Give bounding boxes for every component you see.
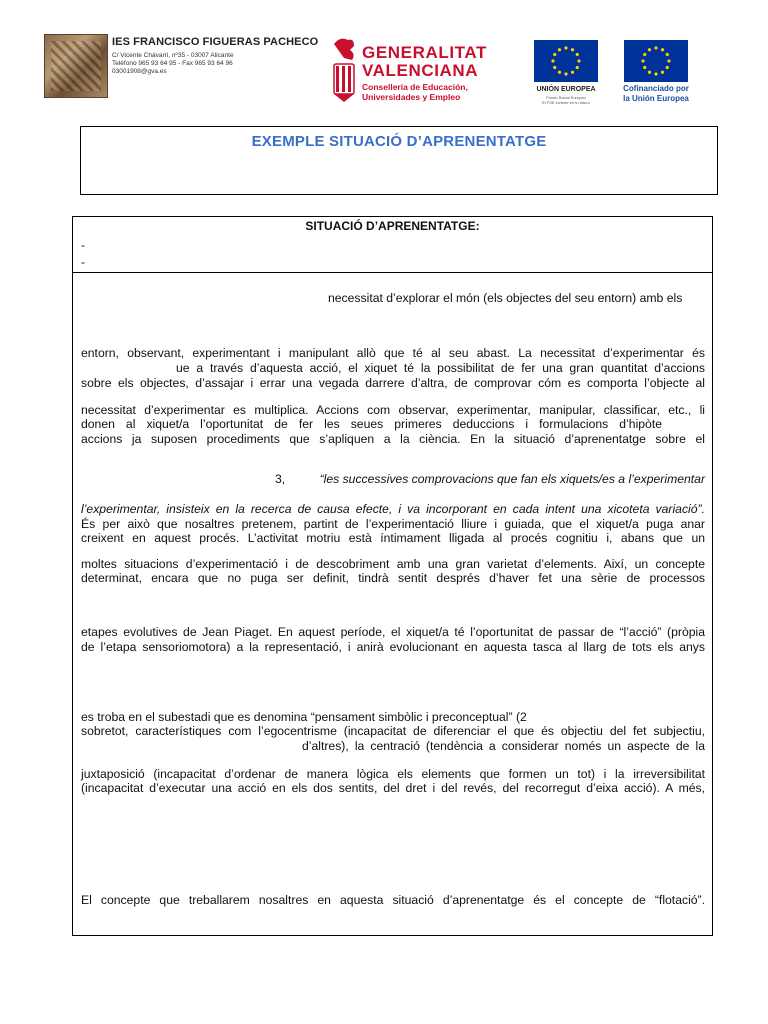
text-line: es troba en el subestadi que es denomina “pensament simbòlic i preconceptual” (2 xyxy=(81,710,527,724)
eu-caption: UNIÓN EUROPEA xyxy=(536,86,596,93)
situation-heading: SITUACIÓ D’APRENENTATGE: xyxy=(305,219,480,233)
conselleria-line2: Universidades y Empleo xyxy=(362,92,461,102)
text-line: sobretot, característiques com l’egocentrisme (incapacitat de diferenciar el que és objectiu del fet subjectiu, xyxy=(81,724,705,738)
text-line: juxtaposició (incapacitat d’ordenar de manera lògica els elements que formen un tot) i la irreversibilitat xyxy=(81,767,705,781)
situation-bullet-1: - xyxy=(81,238,85,252)
text-line: etapes evolutives de Jean Piaget. En aquest període, el xiquet/a té l’oportunitat de passar de “l’acció” (pròpia xyxy=(81,625,705,639)
text-line-quote: l’experimentar, insisteix en la recerca de causa efecte, i va incorporant en cada intent una xicoteta variació”. xyxy=(81,502,705,516)
generalitat-emblem xyxy=(330,36,358,102)
text-line: determinat, encara que no puga ser definit, tindrà sentit després d’haver fet una sèrie de processos xyxy=(81,571,705,585)
text-line: necessitat d’explorar el món (els objectes del seu entorn) amb els xyxy=(328,291,683,305)
situation-bullet-2: - xyxy=(81,255,85,269)
generalitat-line2: VALENCIANA xyxy=(362,61,479,80)
text-line: El concepte que treballarem nosaltres en aquesta situació d’aprenentatge és el concepte de “flotació”. xyxy=(81,893,705,907)
text-line: de l’etapa sensoriomotora) a la representació, i anirà evolucionant en aquesta tasca al llarg de tots els anys xyxy=(81,640,705,654)
school-address: C/ Vicente Chávarri, nº35 - 03007 Alicante xyxy=(112,52,234,59)
cofinanced-line1: Cofinanciado por xyxy=(623,84,689,93)
text-line: accions ja suposen procediments que s’apliquen a la ciència. En la situació d’aprenentatge sobre el xyxy=(81,432,705,446)
text-line: (incapacitat d’executar una acció en els dos sentits, del dret i del revés, del recorregut d’eixa acció). A més, xyxy=(81,781,705,795)
eu-fine-1: Fondo Social Europeo xyxy=(546,95,586,100)
section-divider xyxy=(72,272,713,273)
eu-flag-icon xyxy=(534,40,598,82)
text-line: sobre els objectes, d’assajar i errar una vegada darrere d’altra, de comprovar cóm es comporta l’objecte al xyxy=(81,376,705,390)
school-logo xyxy=(44,34,108,98)
text-line: creixent en aquest procés. L’activitat motriu està íntimament lligada al procés cognitiu i, abans que un xyxy=(81,531,705,545)
eu-fine-2: El FSE invierte en tu futuro xyxy=(542,100,590,105)
school-email: 03001908@gva.es xyxy=(112,68,167,75)
cofinanced-line2: la Unión Europea xyxy=(623,94,689,103)
school-name: IES FRANCISCO FIGUERAS PACHECO xyxy=(112,36,319,48)
text-line: entorn, observant, experimentant i manipulant allò que té al seu abast. La necessitat d’experimentar és xyxy=(81,346,705,360)
text-line: moltes situacions d’experimentació i de descobriment amb una gran varietat d’elements. Així, un concepte xyxy=(81,557,705,571)
conselleria-line1: Conselleria de Educación, xyxy=(362,82,468,92)
text-line: 3, xyxy=(275,472,286,486)
text-line: donen al xiquet/a l’oportunitat de fer les seues primeres deduccions i formulacions d’hipòte xyxy=(81,417,662,431)
eu-flag-icon-cofinanced xyxy=(624,40,688,82)
document-title: EXEMPLE SITUACIÓ D’APRENENTATGE xyxy=(251,133,547,150)
generalitat-line1: GENERALITAT xyxy=(362,43,487,62)
text-line: necessitat d’experimentar es multiplica. Accions com observar, experimentar, manipular, classificar, etc., li xyxy=(81,403,705,417)
text-line: d’altres), la centració (tendència a considerar només un aspecte de la xyxy=(302,739,705,753)
text-line-quote: “les successives comprovacions que fan els xiquets/es a l’experimentar xyxy=(319,472,705,486)
text-line: ue a través d’aquesta acció, el xiquet té la possibilitat de fer una gran quantitat d’accions xyxy=(176,361,705,375)
text-line: És per això que nosaltres pretenem, partint de l’experimentació lliure i guiada, que el xiquet/a puga anar xyxy=(81,517,705,531)
school-phones: Teléfono 965 93 64 95 - Fax 965 93 64 96 xyxy=(112,60,233,67)
